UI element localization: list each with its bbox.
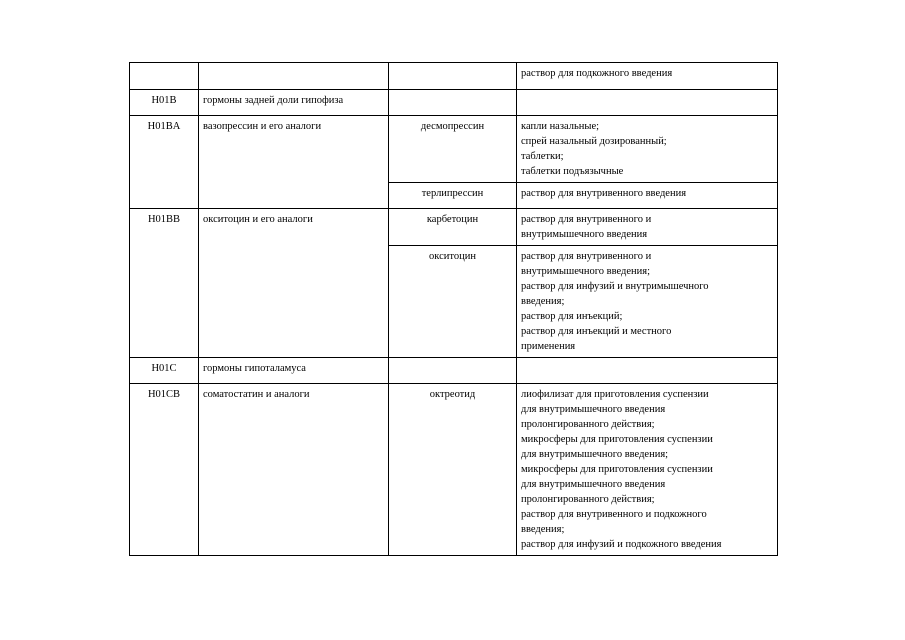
group-name-cell: гормоны задней доли гипофиза — [199, 90, 389, 116]
table-row — [130, 63, 778, 90]
atc-code-cell: H01BB — [130, 209, 199, 358]
table-row — [130, 384, 778, 556]
dosage-form-cell: раствор для внутривенного введения — [517, 183, 778, 209]
atc-code-cell: H01CB — [130, 384, 199, 556]
drug-classification-table — [129, 62, 778, 556]
dosage-form-cell: раствор для подкожного введения — [517, 63, 778, 90]
group-name-cell: окситоцин и его аналоги — [199, 209, 389, 358]
group-name-cell: вазопрессин и его аналоги — [199, 116, 389, 209]
inn-cell: октреотид — [389, 384, 517, 556]
dosage-form-cell: раствор для внутривенного и внутримышечного введения — [517, 209, 778, 246]
atc-code-cell: H01C — [130, 358, 199, 384]
inn-cell: карбетоцин — [389, 209, 517, 246]
dosage-form-cell — [517, 90, 778, 116]
dosage-form-cell: раствор для внутривенного и внутримышечного введения; раствор для инфузий и внутримышечного введения; раствор для инъекций; раствор для инъекций и местного применения — [517, 246, 778, 358]
inn-cell: терлипрессин — [389, 183, 517, 209]
table-row — [130, 358, 778, 384]
group-name-cell: соматостатин и аналоги — [199, 384, 389, 556]
inn-cell — [389, 90, 517, 116]
dosage-form-cell: капли назальные; спрей назальный дозированный; таблетки; таблетки подъязычные — [517, 116, 778, 183]
dosage-form-cell: лиофилизат для приготовления суспензии для внутримышечного введения пролонгированного действия; микросферы для приготовления суспензии для внутримышечного введения; микросферы для приготовления суспензии для внутримышечного введения пролонгированного действия; раствор для внутривенного и подкожного введения; раствор для инфузий и подкожного введения — [517, 384, 778, 556]
table-row — [130, 90, 778, 116]
inn-cell: окситоцин — [389, 246, 517, 358]
atc-code-cell — [130, 63, 199, 90]
table-row — [130, 209, 778, 246]
atc-code-cell: H01BA — [130, 116, 199, 209]
inn-cell: десмопрессин — [389, 116, 517, 183]
dosage-form-cell — [517, 358, 778, 384]
inn-cell — [389, 63, 517, 90]
group-name-cell: гормоны гипоталамуса — [199, 358, 389, 384]
table-row — [130, 116, 778, 183]
atc-code-cell: H01B — [130, 90, 199, 116]
inn-cell — [389, 358, 517, 384]
group-name-cell — [199, 63, 389, 90]
